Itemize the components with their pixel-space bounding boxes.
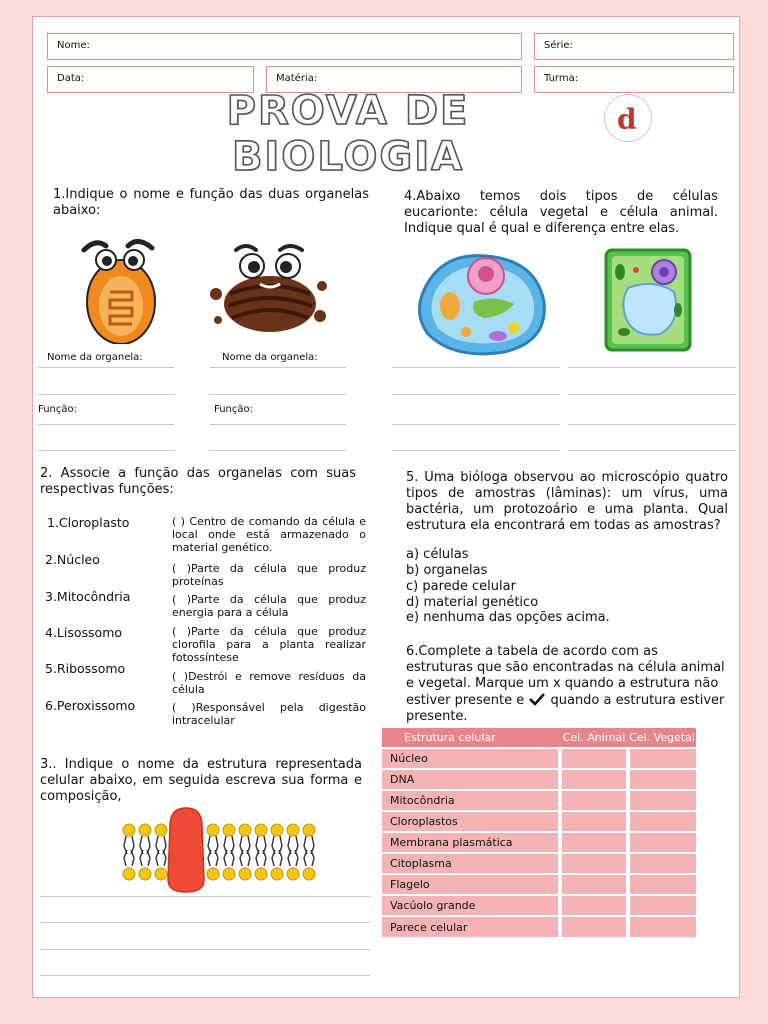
answer-line[interactable] [210, 424, 346, 425]
table-cell-animal[interactable] [560, 790, 628, 811]
option-b[interactable]: b) organelas [406, 563, 488, 578]
answer-line[interactable] [568, 394, 736, 395]
table-cell-structure: Membrana plasmática [382, 832, 560, 853]
animal-cell-icon [414, 246, 550, 360]
answer-line[interactable] [568, 367, 736, 368]
answer-line[interactable] [40, 896, 370, 897]
funcao-item: ( )Destrói e remove resíduos da célula [172, 670, 366, 696]
funcao-item: ( )Parte da célula que produz energia para a célula [172, 593, 366, 619]
answer-line[interactable] [40, 975, 370, 976]
organela-label-1: Nome da organela: [47, 352, 143, 363]
funcao-item: ( )Parte da célula que produz clorofila para a planta realizar fotossíntese [172, 625, 366, 664]
table-cell-vegetal[interactable] [628, 769, 696, 790]
answer-line[interactable] [568, 424, 736, 425]
answer-line[interactable] [210, 367, 346, 368]
organela-item: 3.Mitocôndria [45, 589, 131, 604]
option-e[interactable]: e) nenhuma das opções acima. [406, 610, 610, 625]
table-cell-vegetal[interactable] [628, 916, 696, 937]
plasma-membrane-icon [116, 806, 326, 896]
table-row [382, 769, 696, 790]
table-cell-animal[interactable] [560, 811, 628, 832]
table-cell-structure: Citoplasma [382, 853, 560, 874]
table-cell-animal[interactable] [560, 769, 628, 790]
answer-line[interactable] [38, 424, 174, 425]
question-1-text: 1.Indique o nome e função das duas organelas abaixo: [53, 187, 369, 218]
table-cell-vegetal[interactable] [628, 811, 696, 832]
logo-letter-icon: d [617, 103, 637, 136]
question-6-text [406, 644, 728, 725]
structures-table [382, 728, 696, 937]
table-row [382, 895, 696, 916]
question-3-text: 3.. Indique o nome da estrutura representada celular abaixo, em seguida escreva sua forma e composição, [40, 757, 362, 804]
nome-field[interactable] [47, 33, 522, 60]
answer-line[interactable] [392, 394, 560, 395]
table-cell-animal[interactable] [560, 832, 628, 853]
table-cell-animal[interactable] [560, 748, 628, 769]
table-cell-vegetal[interactable] [628, 853, 696, 874]
serie-label: Série: [544, 40, 573, 51]
funcao-item: ( ) Centro de comando da célula e local onde está armazenado o material genético. [172, 515, 366, 554]
table-row [382, 790, 696, 811]
funcao-label-2: Função: [214, 404, 253, 415]
table-cell-structure: Flagelo [382, 874, 560, 895]
answer-line[interactable] [392, 367, 560, 368]
answer-line[interactable] [210, 450, 346, 451]
organela-item: 6.Peroxissomo [45, 698, 136, 713]
table-header-estrutura: Estrutura celular [382, 728, 560, 748]
table-header-animal: Cel. Animal [560, 728, 628, 748]
table-cell-animal[interactable] [560, 895, 628, 916]
table-row [382, 874, 696, 895]
question-5-text: 5. Uma bióloga observou ao microscópio quatro tipos de amostras (lâminas): um vírus, uma bactéria, um protozoário e uma planta. Qual estrutura ela encontrará em todas as amostras? [406, 470, 728, 533]
organela-label-2: Nome da organela: [222, 352, 318, 363]
answer-line[interactable] [40, 949, 370, 950]
answer-line[interactable] [38, 367, 174, 368]
answer-line[interactable] [38, 450, 174, 451]
table-cell-vegetal[interactable] [628, 748, 696, 769]
table-row [382, 853, 696, 874]
table-cell-vegetal[interactable] [628, 895, 696, 916]
answer-line[interactable] [40, 922, 370, 923]
turma-label: Turma: [544, 73, 579, 84]
page-title: PROVA DE BIOLOGIA [226, 88, 470, 180]
question-6-text-part-1: 6.Complete a tabela de acordo com as estruturas que são encontradas na célula animal e vegetal. Marque um x quando a estrutura não estiver presente e [406, 644, 725, 708]
option-a[interactable]: a) células [406, 547, 469, 562]
question-2-text: 2. Associe a função das organelas com suas respectivas funções: [40, 466, 356, 497]
table-row [382, 811, 696, 832]
organela-item: 1.Cloroplasto [47, 515, 130, 530]
table-header-vegetal: Cel. Vegetal [628, 728, 696, 748]
option-d[interactable]: d) material genético [406, 595, 539, 610]
table-row [382, 748, 696, 769]
table-row [382, 832, 696, 853]
organela-item: 5.Ribossomo [45, 661, 126, 676]
table-row [382, 916, 696, 937]
funcao-label-1: Função: [38, 404, 77, 415]
table-cell-animal[interactable] [560, 853, 628, 874]
table-cell-animal[interactable] [560, 874, 628, 895]
checkmark-icon [528, 692, 546, 706]
table-cell-structure: DNA [382, 769, 560, 790]
table-cell-structure: Parece celular [382, 916, 560, 937]
mitochondria-icon [78, 232, 164, 344]
answer-line[interactable] [210, 394, 346, 395]
table-cell-structure: Mitocôndria [382, 790, 560, 811]
table-cell-animal[interactable] [560, 916, 628, 937]
question-4-text: 4.Abaixo temos dois tipos de células eucarionte: célula vegetal e célula animal. Indique qual é qual e diferença entre elas. [404, 189, 718, 236]
table-cell-structure: Cloroplastos [382, 811, 560, 832]
answer-line[interactable] [392, 424, 560, 425]
answer-line[interactable] [392, 450, 560, 451]
materia-label: Matéria: [276, 73, 318, 84]
answer-line[interactable] [568, 450, 736, 451]
table-cell-structure: Núcleo [382, 748, 560, 769]
option-c[interactable]: c) parede celular [406, 579, 516, 594]
funcao-item: ( )Responsável pela digestão intracelular [172, 701, 366, 727]
table-cell-vegetal[interactable] [628, 874, 696, 895]
table-cell-structure: Vacúolo grande [382, 895, 560, 916]
serie-field[interactable] [534, 33, 734, 60]
table-cell-vegetal[interactable] [628, 790, 696, 811]
answer-line[interactable] [38, 394, 174, 395]
organela-item: 2.Núcleo [45, 552, 100, 567]
funcao-item: ( )Parte da célula que produz proteínas [172, 562, 366, 588]
organela-item: 4.Lisossomo [45, 625, 123, 640]
data-label: Data: [57, 73, 85, 84]
plant-cell-icon [604, 248, 692, 352]
golgi-apparatus-icon [208, 240, 330, 336]
nome-label: Nome: [57, 40, 90, 51]
table-cell-vegetal[interactable] [628, 832, 696, 853]
question-6-text-part-2: quando a estrutura estiver presente. [406, 693, 725, 724]
